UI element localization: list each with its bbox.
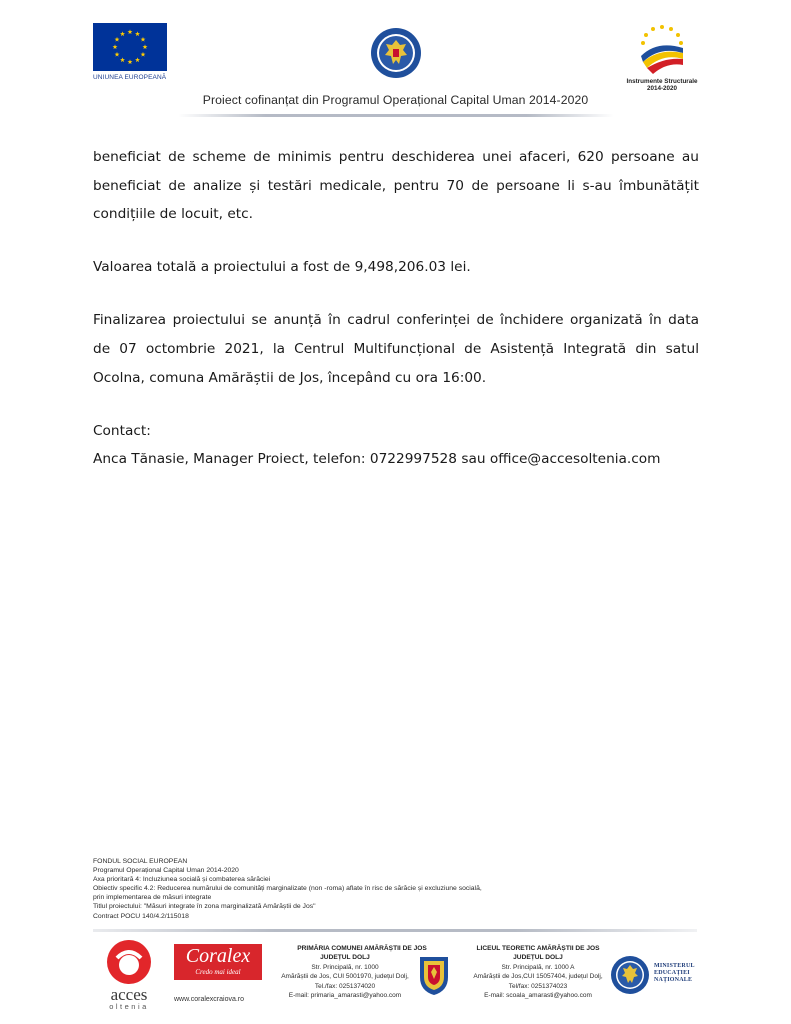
- coat-of-arms-icon: [416, 953, 452, 997]
- text-line: beneficiat de scheme de minimis pentru deschiderea unei afaceri, 620 persoane au: [93, 149, 699, 165]
- primaria-address: Str. Principală, nr. 1000: [311, 963, 379, 971]
- liceu-phone: Tel/fax: 0251374023: [508, 982, 568, 990]
- program-info-line: Axa prioritară 4: Incluziunea socială și combaterea sărăciei: [93, 876, 271, 884]
- primaria-title: PRIMĂRIA COMUNEI AMĂRĂȘTII DE JOS: [297, 945, 427, 952]
- text-line: Ocolna, comuna Amărăștii de Jos, începând cu ora 16:00.: [93, 369, 487, 386]
- acces-oltenia-logo: [98, 938, 160, 1011]
- liceu-contact: [458, 944, 618, 1000]
- contact-section: [93, 417, 699, 474]
- program-info-line: Titlul proiectului: "Măsuri integrate în zona marginalizată Amărăștii de Jos": [93, 903, 316, 911]
- coralex-logo: [174, 944, 266, 1003]
- document-body: [93, 143, 699, 474]
- acces-oltenia-icon: [101, 938, 157, 986]
- text-line: beneficiat de analize și testări medicale, pentru 70 de persoane li s-au îmbunătățit: [93, 177, 699, 194]
- primaria-county: JUDEȚUL DOLJ: [320, 954, 370, 962]
- ministry-line: EDUCAȚIEI: [654, 970, 690, 976]
- ministry-line: NAȚIONALE: [654, 977, 693, 983]
- liceu-email: E-mail: scoala_amarasti@yahoo.com: [484, 992, 592, 1000]
- liceu-cui: Amărăștii de Jos,CUI 15057404, județul Dolj,: [473, 973, 603, 981]
- ministry-line: MINISTERUL: [654, 963, 695, 969]
- structural-instruments-icon: [633, 22, 691, 78]
- eu-label: UNIUNEA EUROPEANĂ: [93, 74, 167, 81]
- program-info-line: FONDUL SOCIAL EUROPEAN: [93, 858, 188, 865]
- text-line: Finalizarea proiectului se anunță în cadrul conferinței de închidere organizată în data: [93, 312, 699, 329]
- contact-heading: Contact:: [93, 422, 151, 439]
- program-info-line: Programul Operațional Capital Uman 2014-2020: [93, 867, 239, 875]
- primaria-cui: Amărăștii de Jos, CUI 5001970, județul Dolj,: [281, 973, 409, 981]
- acces-name: acces: [110, 985, 148, 1004]
- paragraph-total-value: [93, 253, 699, 282]
- government-of-romania-logo-icon: [370, 27, 422, 79]
- government-seal-small-icon: [610, 955, 650, 995]
- text-line: de 07 octombrie 2021, la Centrul Multifuncțional de Asistență Integrată din satul: [93, 340, 699, 357]
- text-line: Valoarea totală a proiectului a fost de 9,498,206.03 lei.: [93, 259, 471, 276]
- footer-divider: [93, 929, 697, 932]
- program-info: [93, 857, 653, 921]
- eu-logo: [93, 23, 169, 81]
- coralex-url: www.coralexcraiova.ro: [174, 996, 245, 1003]
- eu-flag-icon: [93, 23, 167, 71]
- liceu-county: JUDEȚUL DOLJ: [513, 954, 563, 962]
- paragraph-beneficiaries: [93, 143, 699, 229]
- program-info-line: Contract POCU 140/4.2/115018: [93, 912, 189, 920]
- primaria-email: E-mail: primaria_amarasti@yahoo.com: [288, 992, 402, 1000]
- page-header: [0, 0, 791, 120]
- text-line: condițiile de locuit, etc.: [93, 206, 253, 223]
- structural-instruments-period: 2014-2020: [646, 85, 678, 92]
- program-info-line: Obiectiv specific 4.2: Reducerea numărului de comunități marginalizate (non -roma) aflate în risc de sărăcie și excluziune socială,: [93, 885, 482, 893]
- structural-instruments-logo: [616, 22, 708, 92]
- primaria-phone: Tel./fax: 0251374020: [314, 982, 376, 990]
- contact-details: Anca Tănasie, Manager Proiect, telefon: 0722997528 sau office@accesoltenia.com: [93, 451, 661, 468]
- coralex-slogan: Credo mai ideal: [195, 968, 241, 976]
- paragraph-closing-conference: [93, 306, 699, 392]
- project-title: Proiect cofinanțat din Programul Operațional Capital Uman 2014-2020: [202, 93, 589, 107]
- ministry-label: [654, 963, 704, 984]
- liceu-title: LICEUL TEORETIC AMĂRĂȘTII DE JOS: [476, 945, 600, 952]
- header-divider: [178, 114, 614, 117]
- liceu-address: Str. Principală, nr. 1000 A: [501, 963, 575, 971]
- structural-instruments-label: Instrumente Structurale: [626, 78, 698, 85]
- program-info-line: prin implementarea de măsuri integrate: [93, 894, 212, 902]
- coralex-badge: [174, 944, 262, 980]
- coralex-name: Coralex: [185, 945, 251, 967]
- acces-subtitle: oltenia: [109, 1002, 149, 1011]
